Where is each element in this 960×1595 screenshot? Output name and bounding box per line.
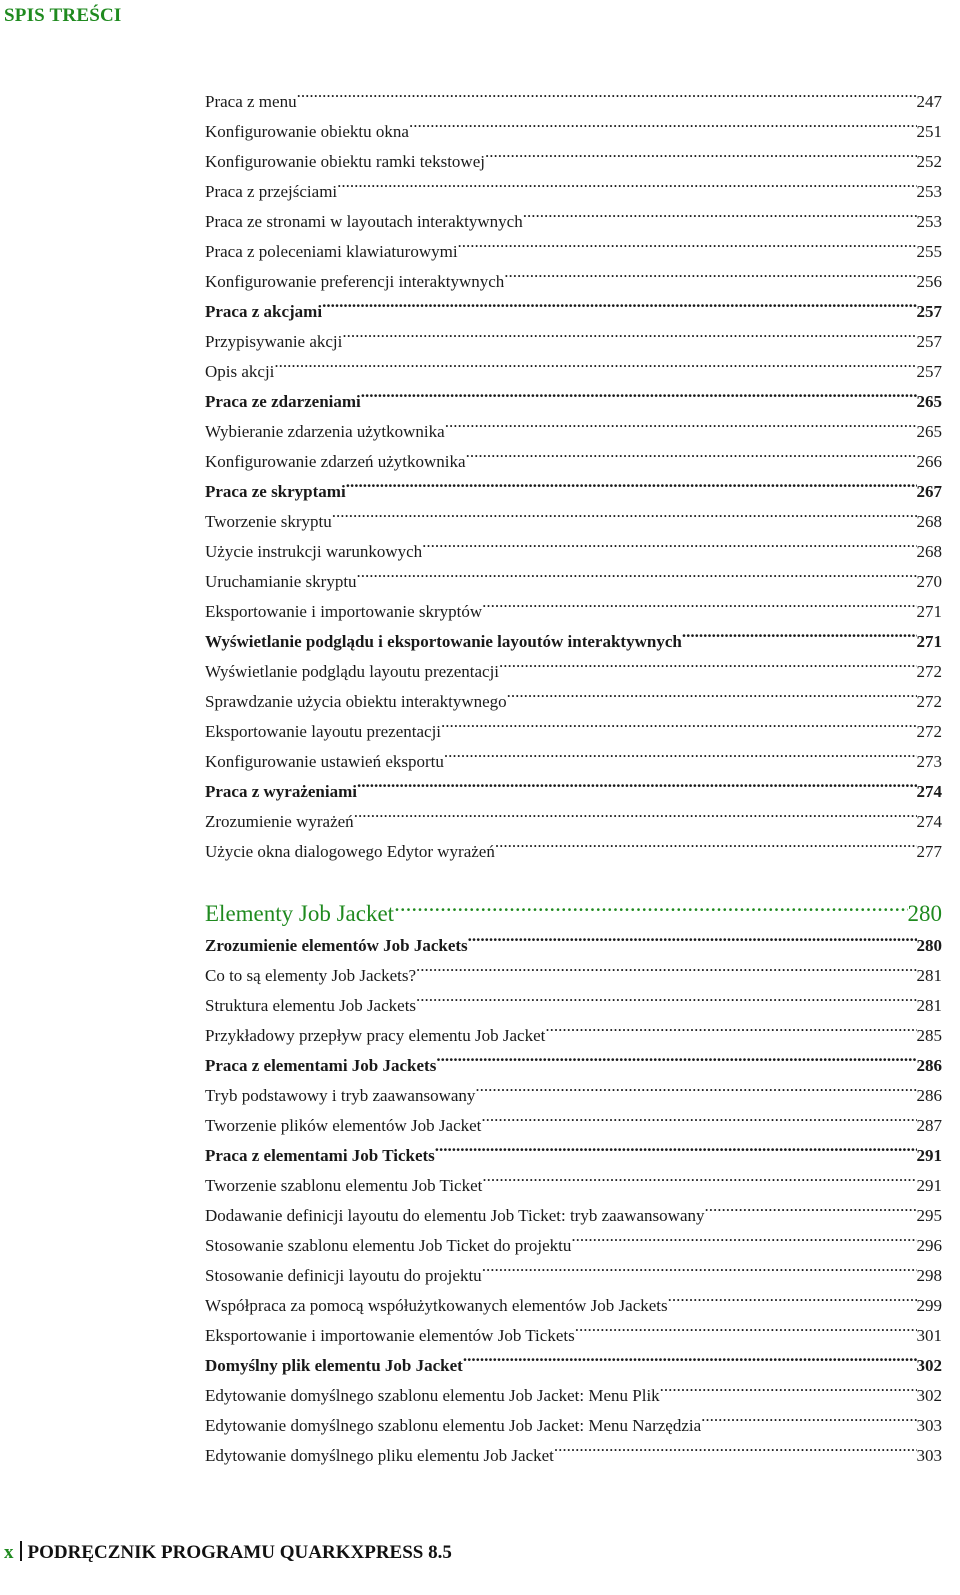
toc-entry-title: Praca z elementami Job Jackets bbox=[205, 1056, 437, 1075]
toc-entry-page: 247 bbox=[916, 92, 942, 111]
toc-entry-page: 266 bbox=[916, 452, 942, 471]
dot-leader bbox=[357, 767, 917, 797]
toc-entry[interactable] bbox=[205, 77, 942, 111]
toc-entry-page: 265 bbox=[916, 422, 942, 441]
dot-leader bbox=[297, 77, 917, 107]
dot-leader bbox=[705, 1191, 917, 1221]
toc-entry-title: Tworzenie plików elementów Job Jacket bbox=[205, 1116, 482, 1135]
toc-entry-title: Wyświetlanie podglądu i eksportowanie layoutów interaktywnych bbox=[205, 632, 682, 651]
toc-entry-title: Domyślny plik elementu Job Jacket bbox=[205, 1356, 463, 1375]
book-title: PODRĘCZNIK PROGRAMU QUARKXPRESS 8.5 bbox=[27, 1542, 452, 1563]
toc-entry-title: Wybieranie zdarzenia użytkownika bbox=[205, 422, 445, 441]
toc-entry-title: Przykładowy przepływ pracy elementu Job Jacket bbox=[205, 1026, 546, 1045]
toc-entry-page: 277 bbox=[916, 842, 942, 861]
dot-leader bbox=[466, 437, 917, 467]
toc-entry-page: 268 bbox=[916, 512, 942, 531]
toc-entry-page: 274 bbox=[916, 812, 942, 831]
toc-entry-title: Opis akcji bbox=[205, 362, 275, 381]
toc-entry-page: 280 bbox=[907, 901, 942, 926]
toc-entry-title: Uruchamianie skryptu bbox=[205, 572, 357, 591]
dot-leader bbox=[357, 557, 917, 587]
toc-entry-title: Praca z przejściami bbox=[205, 182, 338, 201]
footer-divider bbox=[20, 1541, 22, 1561]
toc-entry-title: Praca z poleceniami klawiaturowymi bbox=[205, 242, 458, 261]
dot-leader bbox=[701, 1401, 916, 1431]
toc-entry-title: Zrozumienie elementów Job Jackets bbox=[205, 936, 468, 955]
toc-entry[interactable] bbox=[205, 377, 942, 411]
toc-entry-title: Praca z wyrażeniami bbox=[205, 782, 357, 801]
dot-leader bbox=[482, 1251, 917, 1281]
toc-entry-title: Praca ze stronami w layoutach interaktywnych bbox=[205, 212, 523, 231]
toc-entry-title: Tryb podstawowy i tryb zaawansowany bbox=[205, 1086, 476, 1105]
dot-leader bbox=[485, 137, 917, 167]
toc-entry-page: 298 bbox=[916, 1266, 942, 1285]
toc-entry-page: 272 bbox=[916, 722, 942, 741]
toc-entry-page: 302 bbox=[916, 1386, 942, 1405]
dot-leader bbox=[416, 951, 916, 981]
dot-leader bbox=[668, 1281, 917, 1311]
dot-leader bbox=[575, 1311, 917, 1341]
toc-entry-page: 299 bbox=[916, 1296, 942, 1315]
dot-leader bbox=[458, 227, 917, 257]
toc-entry-title: Struktura elementu Job Jackets bbox=[205, 996, 417, 1015]
toc-entry-title: Eksportowanie i importowanie skryptów bbox=[205, 602, 483, 621]
dot-leader bbox=[441, 707, 916, 737]
toc-entry-title: Praca ze skryptami bbox=[205, 482, 346, 501]
toc-entry-page: 271 bbox=[916, 632, 942, 651]
toc-entry-page: 303 bbox=[916, 1446, 942, 1465]
dot-leader bbox=[482, 587, 916, 617]
dot-leader bbox=[545, 1011, 916, 1041]
toc-entry-title: Stosowanie definicji layoutu do projektu bbox=[205, 1266, 482, 1285]
toc-entry-title: Tworzenie szablonu elementu Job Ticket bbox=[205, 1176, 483, 1195]
dot-leader bbox=[660, 1371, 917, 1401]
dot-leader bbox=[475, 1071, 916, 1101]
toc-entry-title: Praca ze zdarzeniami bbox=[205, 392, 361, 411]
toc-entry-page: 291 bbox=[916, 1176, 942, 1195]
dot-leader bbox=[504, 257, 916, 287]
table-of-contents bbox=[205, 77, 942, 1465]
chapter-entry[interactable] bbox=[205, 887, 942, 926]
toc-entry-title: Sprawdzanie użycia obiektu interaktywnego bbox=[205, 692, 507, 711]
toc-entry-page: 286 bbox=[916, 1086, 942, 1105]
toc-entry-title: Konfigurowanie preferencji interaktywnych bbox=[205, 272, 505, 291]
dot-leader bbox=[416, 981, 916, 1011]
toc-entry-page: 257 bbox=[916, 302, 942, 321]
dot-leader bbox=[435, 1131, 917, 1161]
toc-entry-title: Elementy Job Jacket bbox=[205, 901, 395, 926]
toc-entry-title: Praca z elementami Job Tickets bbox=[205, 1146, 435, 1165]
toc-entry-page: 301 bbox=[916, 1326, 942, 1345]
toc-entry-page: 273 bbox=[916, 752, 942, 771]
dot-leader bbox=[346, 467, 917, 497]
toc-entry-page: 255 bbox=[916, 242, 942, 261]
toc-entry-page: 287 bbox=[916, 1116, 942, 1135]
toc-entry-page: 303 bbox=[916, 1416, 942, 1435]
dot-leader bbox=[337, 167, 916, 197]
toc-entry-page: 302 bbox=[916, 1356, 942, 1375]
toc-entry-page: 253 bbox=[916, 182, 942, 201]
toc-entry-page: 265 bbox=[916, 392, 942, 411]
toc-entry-page: 253 bbox=[916, 212, 942, 231]
toc-entry[interactable] bbox=[205, 347, 942, 381]
toc-entry-title: Praca z akcjami bbox=[205, 302, 323, 321]
toc-entry-title: Eksportowanie layoutu prezentacji bbox=[205, 722, 442, 741]
toc-entry-page: 280 bbox=[916, 936, 942, 955]
toc-entry-title: Dodawanie definicji layoutu do elementu Job Ticket: tryb zaawansowany bbox=[205, 1206, 705, 1225]
toc-entry-title: Konfigurowanie ustawień eksportu bbox=[205, 752, 444, 771]
toc-entry-page: 274 bbox=[916, 782, 942, 801]
toc-entry-page: 291 bbox=[916, 1146, 942, 1165]
toc-entry-title: Co to są elementy Job Jackets? bbox=[205, 966, 417, 985]
toc-entry-title: Eksportowanie i importowanie elementów Job Tickets bbox=[205, 1326, 575, 1345]
toc-entry-page: 251 bbox=[916, 122, 942, 141]
dot-leader bbox=[523, 197, 917, 227]
dot-leader bbox=[322, 287, 916, 317]
dot-leader bbox=[481, 1101, 916, 1131]
toc-entry-title: Konfigurowanie obiektu okna bbox=[205, 122, 409, 141]
toc-entry-page: 268 bbox=[916, 542, 942, 561]
dot-leader bbox=[468, 921, 917, 951]
toc-entry-title: Praca z menu bbox=[205, 92, 297, 111]
dot-leader bbox=[554, 1431, 917, 1461]
page-number: x bbox=[4, 1542, 14, 1563]
dot-leader bbox=[682, 617, 917, 647]
toc-entry-title: Tworzenie skryptu bbox=[205, 512, 332, 531]
toc-entry-title: Przypisywanie akcji bbox=[205, 332, 343, 351]
dot-leader bbox=[463, 1341, 917, 1371]
toc-entry-page: 267 bbox=[916, 482, 942, 501]
page-footer bbox=[4, 1541, 452, 1564]
toc-entry-title: Konfigurowanie obiektu ramki tekstowej bbox=[205, 152, 485, 171]
toc-entry-title: Wyświetlanie podglądu layoutu prezentacji bbox=[205, 662, 500, 681]
toc-entry-page: 295 bbox=[916, 1206, 942, 1225]
toc-entry-title: Zrozumienie wyrażeń bbox=[205, 812, 354, 831]
toc-entry-page: 272 bbox=[916, 662, 942, 681]
toc-entry-page: 252 bbox=[916, 152, 942, 171]
dot-leader bbox=[444, 737, 917, 767]
dot-leader bbox=[409, 107, 917, 137]
toc-entry-title: Edytowanie domyślnego pliku elementu Job Jacket bbox=[205, 1446, 554, 1465]
dot-leader bbox=[354, 797, 917, 827]
dot-leader bbox=[495, 827, 917, 857]
dot-leader bbox=[482, 1161, 916, 1191]
dot-leader bbox=[342, 317, 916, 347]
toc-entry-page: 257 bbox=[916, 332, 942, 351]
toc-entry-page: 296 bbox=[916, 1236, 942, 1255]
toc-entry-title: Użycie okna dialogowego Edytor wyrażeń bbox=[205, 842, 495, 861]
section-header: SPIS TREŚCI bbox=[4, 5, 122, 26]
toc-entry-page: 281 bbox=[916, 996, 942, 1015]
toc-entry[interactable] bbox=[205, 107, 942, 141]
toc-entry-page: 270 bbox=[916, 572, 942, 591]
toc-entry-page: 257 bbox=[916, 362, 942, 381]
dot-leader bbox=[274, 347, 916, 377]
dot-leader bbox=[422, 527, 916, 557]
toc-entry-page: 286 bbox=[916, 1056, 942, 1075]
toc-entry-page: 271 bbox=[916, 602, 942, 621]
toc-entry-page: 256 bbox=[916, 272, 942, 291]
toc-entry-page: 272 bbox=[916, 692, 942, 711]
toc-entry-title: Stosowanie szablonu elementu Job Ticket do projektu bbox=[205, 1236, 572, 1255]
dot-leader bbox=[361, 377, 917, 407]
toc-entry-title: Edytowanie domyślnego szablonu elementu Job Jacket: Menu Plik bbox=[205, 1386, 660, 1405]
toc-entry-title: Konfigurowanie zdarzeń użytkownika bbox=[205, 452, 466, 471]
dot-leader bbox=[436, 1041, 916, 1071]
dot-leader bbox=[507, 677, 917, 707]
dot-leader bbox=[394, 887, 907, 921]
dot-leader bbox=[332, 497, 917, 527]
toc-entry-page: 281 bbox=[916, 966, 942, 985]
toc-entry-title: Edytowanie domyślnego szablonu elementu Job Jacket: Menu Narzędzia bbox=[205, 1416, 702, 1435]
dot-leader bbox=[571, 1221, 916, 1251]
dot-leader bbox=[499, 647, 916, 677]
toc-entry-title: Użycie instrukcji warunkowych bbox=[205, 542, 423, 561]
toc-entry-title: Współpraca za pomocą współużytkowanych elementów Job Jackets bbox=[205, 1296, 668, 1315]
toc-entry-page: 285 bbox=[916, 1026, 942, 1045]
dot-leader bbox=[445, 407, 917, 437]
